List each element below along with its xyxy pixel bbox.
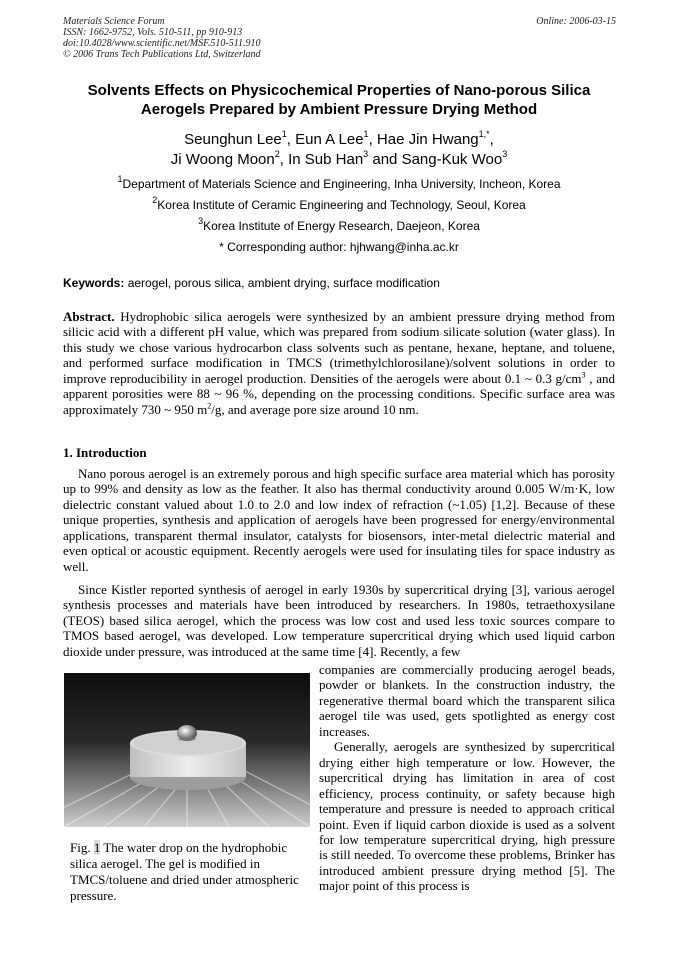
affiliation-text: Department of Materials Science and Engineering, Inha University, Incheon, Korea (122, 177, 561, 191)
author-name: Hae Jin Hwang (376, 131, 479, 148)
intro-paragraph-3: Generally, aerogels are synthesized by supercritical drying either high temperature or low. However, the supercritical drying has limitation in area of cost efficiency, process continuity, or safety because high temperature and pressure is needed to approach critical point. Even if liquid carbon dioxide is used as a solvent for low temperature supercritical drying, high pressure is still needed. To overcome these problems, Brinker has introduced ambient pressure drying method [5]. The major point of this process is (319, 739, 615, 894)
doi-line: doi:10.4028/www.scientific.net/MSF.510-511.910 (63, 38, 261, 49)
keywords (63, 276, 623, 290)
author-affil-sup: 1 (281, 129, 287, 139)
superscript: 2 (207, 401, 212, 411)
author-name: Ji Woong Moon (170, 151, 275, 168)
copyright-line: © 2006 Trans Tech Publications Ltd, Switzerland (63, 49, 261, 60)
figure-label: Fig. (70, 840, 91, 855)
author-name: Seunghun Lee (184, 131, 282, 148)
author-affil-sup: 2 (274, 149, 280, 159)
journal-name: Materials Science Forum (63, 16, 165, 27)
abstract-label: Abstract. (63, 309, 115, 324)
superscript: 3 (581, 370, 586, 380)
corresponding-author: * Corresponding author: hjhwang@inha.ac.kr (219, 240, 459, 254)
author-conjunction: and (372, 151, 398, 168)
figure-caption-text: The water drop on the hydrophobic silica aerogel. The gel is modified in TMCS/toluene and dried under atmospheric pressure. (70, 840, 299, 903)
abstract-text-3: /g, and average pore size around 10 nm. (211, 401, 419, 417)
figure-number: 1 (93, 840, 101, 855)
issn-line: ISSN: 1662-9752, Vols. 510-511, pp 910-913 (63, 27, 243, 38)
affiliation-text: Korea Institute of Energy Research, Daejeon, Korea (203, 219, 480, 233)
author-affil-sup: 1,* (478, 129, 490, 139)
water-drop-on-aerogel-image (64, 673, 310, 827)
author-affil-sup: 3 (502, 149, 508, 159)
keywords-label: Keywords: (63, 276, 125, 290)
section-heading: 1. Introduction (63, 445, 147, 460)
abstract (63, 309, 615, 417)
figure-caption (70, 840, 310, 904)
author-affil-sup: 1 (363, 129, 369, 139)
author-list (40, 130, 638, 170)
affiliation-1 (40, 174, 638, 191)
author-name: In Sub Han (288, 151, 364, 168)
affiliation-text: Korea Institute of Ceramic Engineering and Technology, Seoul, Korea (157, 198, 526, 212)
abstract-text-1: Hydrophobic silica aerogels were synthesized by an ambient pressure drying method from silicic acid with a different pH value, which was prepared from sodium silicate solution (water glass). In this study we chose various hydrocarbon class solvents such as pentane, hexane, heptane, and toluene, and performed surface modification in TMCS (trimethylchlorosilane)/solvent solutions in order to improve reproducibility in aerogel production. Densities of the aerogels were about 0.1 ~ 0.3 g/cm (63, 309, 616, 386)
affiliation-3 (40, 216, 638, 233)
keywords-text: aerogel, porous silica, ambient drying, surface modification (127, 276, 440, 290)
online-date: Online: 2006-03-15 (536, 16, 616, 27)
abstract-text-2: , and apparent porosities were 88 ~ 96 %, depending on the processing conditions. Specific surface area was approximately 730 ~ 950 m (63, 370, 615, 417)
intro-paragraph-2-continued: companies are commercially producing aerogel beads, powder or blankets. In the construction industry, the regenerative thermal board which the transparent silica aerogel tile was used, gets spotlighted as energy cost increases. (319, 662, 615, 739)
affiliation-2 (40, 195, 638, 212)
author-name: Eun A Lee (295, 131, 364, 148)
intro-paragraph-2: Since Kistler reported synthesis of aerogel in early 1930s by supercritical drying [3], various aerogel synthesis processes and materials have been introduced by researchers. In 1980s, tetraethoxysilane (TEOS) based silica aerogel, which the process was low cost and used less toxic sources compare to TMOS based aerogel, was developed. Low temperature supercritical drying which used liquid carbon dioxide under pressure, was introduced at the same time [4]. Recently, a few (63, 582, 615, 659)
figure-photo (64, 673, 310, 827)
affiliation-sup: 2 (152, 195, 158, 205)
title-line-2: Aerogels Prepared by Ambient Pressure Drying Method (140, 101, 538, 118)
intro-right-column (319, 662, 615, 894)
affiliation-sup: 1 (117, 174, 123, 184)
intro-paragraph-1: Nano porous aerogel is an extremely porous and high specific surface area material which has porosity up to 99% and density as low as the feather. It also has thermal conductivity around 0.005 W/m·K, low dielectric constant valued about 1.0 to 2.0 and low index of refraction (~1.05) [1,2]. Because of these unique properties, synthesis and application of aerogels have been progressed for energy/environmental applications, transparent thermal insulator, catalysts for biosensors, inter-metal dielectric material and even optical or acoustic equipment. Recently aerogels were used for insulating tiles for space industry as well. (63, 466, 615, 574)
title-line-1: Solvents Effects on Physicochemical Properties of Nano-porous Silica (87, 82, 591, 99)
paper-title (40, 81, 638, 119)
affiliation-sup: 3 (198, 216, 204, 226)
author-affil-sup: 3 (363, 149, 369, 159)
author-line-1: Seunghun Lee$^1$, Eun A Lee$^1$, Hae Jin Hwang$^{1,*}$, (184, 129, 494, 148)
author-name: Sang-Kuk Woo (401, 151, 503, 168)
journal-header (63, 16, 261, 60)
author-line-2: Ji Woong Moon$^2$, In Sub Han$^3$ and Sang-Kuk Woo$^3$ (170, 149, 508, 168)
